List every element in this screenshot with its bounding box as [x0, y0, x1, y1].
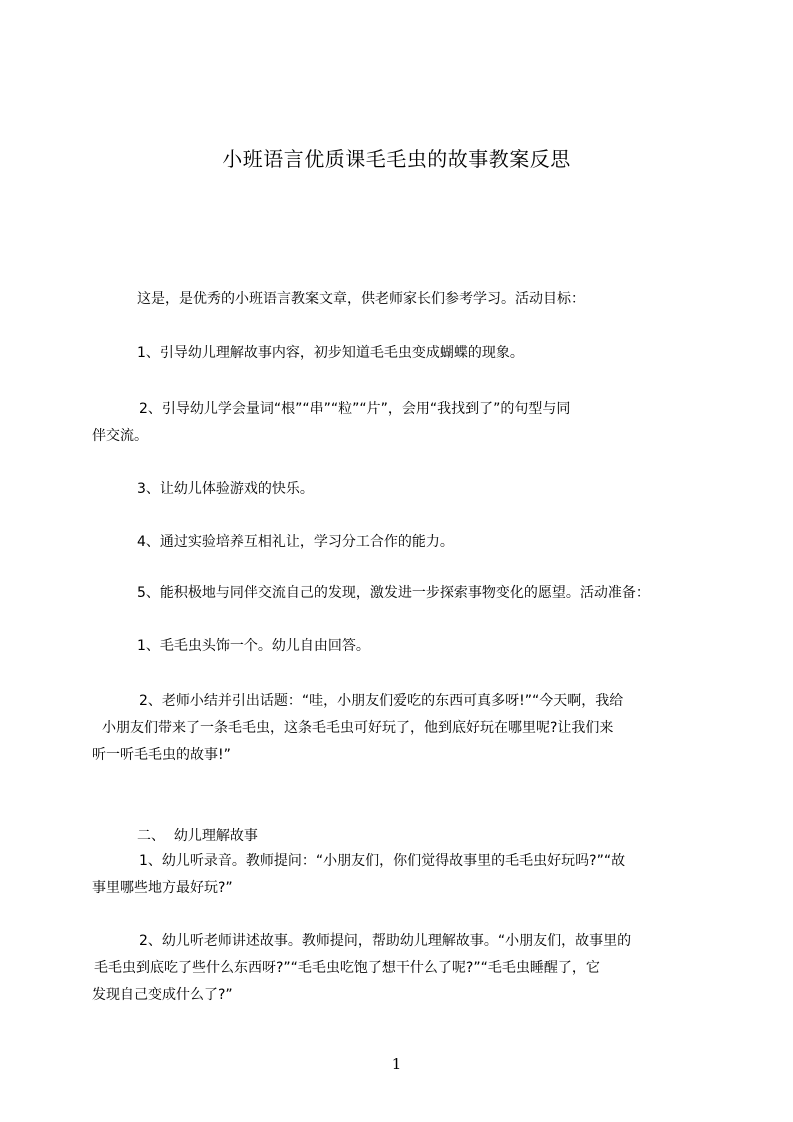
paragraph-line: 小朋友们带来了一条毛毛虫，这条毛毛虫可好玩了，他到底好玩在哪里呢?让我们来: [102, 720, 614, 736]
paragraph-line: 伴交流。: [92, 428, 148, 444]
paragraph-line: 2、引导幼儿学会量词“根”“串”“粒”“片”，会用“我找到了”的句型与同: [139, 401, 571, 417]
paragraph-intro: [137, 286, 585, 313]
paragraph-line: 二、 幼儿理解故事: [137, 828, 258, 844]
paragraph-goal-2: [92, 396, 570, 450]
paragraph-goal-1: [137, 340, 524, 367]
paragraph-goal-3: [137, 476, 314, 503]
page-number: 1: [391, 1055, 402, 1073]
paragraph-line: 4、通过实验培养互相礼让，学习分工合作的能力。: [137, 534, 454, 550]
paragraph-line: 3、让幼儿体验游戏的快乐。: [137, 481, 314, 497]
paragraph-prep-2: [92, 688, 623, 769]
paragraph-line: 2、老师小结并引出话题：“哇，小朋友们爱吃的东西可真多呀!”“今天啊，我给: [139, 693, 624, 709]
paragraph-line: 5、能积极地与同伴交流自己的发现，激发进一步探索事物变化的愿望。活动准备：: [137, 585, 650, 601]
paragraph-prep-1: [137, 633, 370, 660]
paragraph-line: 听一听毛毛虫的故事!”: [92, 747, 231, 763]
paragraph-line: 1、毛毛虫头饰一个。幼儿自由回答。: [137, 638, 370, 654]
paragraph-goal-5: [137, 580, 650, 607]
paragraph-line: 1、幼儿听录音。教师提问：“小朋友们，你们觉得故事里的毛毛虫好玩吗?”“故: [139, 853, 626, 869]
page-title: 小班语言优质课毛毛虫的故事教案反思: [222, 147, 571, 171]
paragraph-story-2: [92, 928, 631, 1009]
paragraph-story-1: [92, 848, 625, 902]
paragraph-goal-4: [137, 529, 454, 556]
paragraph-line: 毛毛虫到底吃了些什么东西呀?”“毛毛虫吃饱了想干什么了呢?”“毛毛虫睡醒了，它: [94, 960, 600, 976]
paragraph-line: 发现自己变成什么了?”: [92, 987, 233, 1003]
paragraph-line: 事里哪些地方最好玩?”: [92, 880, 233, 896]
paragraph-line: 这是，是优秀的小班语言教案文章，供老师家长们参考学习。活动目标：: [137, 291, 585, 307]
paragraph-line: 1、引导幼儿理解故事内容，初步知道毛毛虫变成蝴蝶的现象。: [137, 345, 524, 361]
section-heading-2: [137, 823, 258, 850]
paragraph-line: 2、幼儿听老师讲述故事。教师提问，帮助幼儿理解故事。“小朋友们，故事里的: [139, 933, 632, 949]
